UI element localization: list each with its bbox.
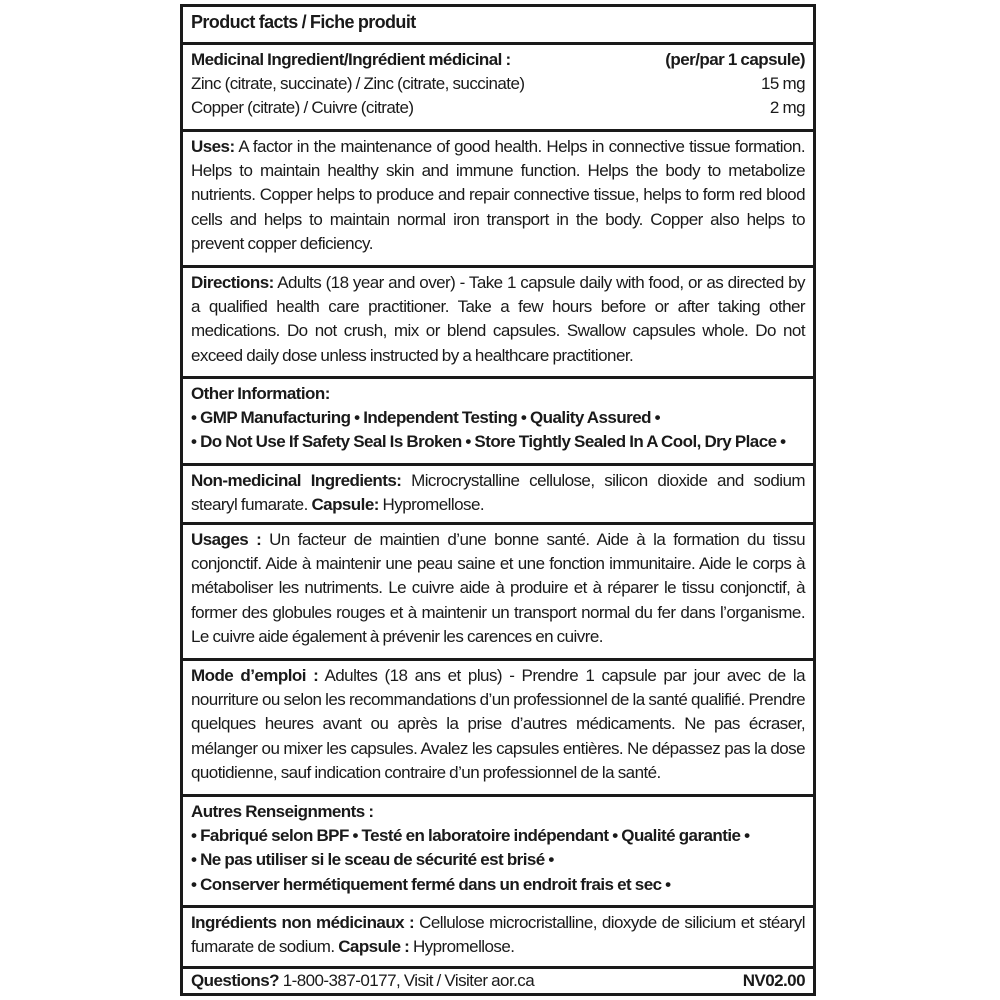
directions-label: Directions: — [191, 273, 274, 292]
non-medicinal-ingredients-section — [183, 463, 813, 522]
capsule-text: Hypromellose. — [378, 495, 485, 515]
ingredient-name: Copper (citrate) / Cuivre (citrate) — [191, 98, 414, 118]
other-information-line: • Do Not Use If Safety Seal Is Broken • Store Tightly Sealed In A Cool, Dry Place • — [191, 432, 786, 452]
mode-emploi-label: Mode d’emploi : — [191, 666, 319, 685]
usages-section — [183, 522, 813, 658]
directions-section — [183, 265, 813, 376]
other-information-label: Other Information: — [191, 384, 330, 403]
uses-label: Uses: — [191, 137, 235, 156]
contact-text: 1-800-387-0177, Visit / Visiter aor.ca — [279, 970, 535, 990]
panel-title: Product facts / Fiche produit — [191, 12, 416, 32]
mode-emploi-section — [183, 658, 813, 794]
questions-label: Questions? — [191, 970, 280, 990]
medicinal-ingredients-section — [183, 42, 813, 129]
product-code: NV02.00 — [742, 970, 805, 990]
other-information-line: • GMP Manufacturing • Independent Testing • Quality Assured • — [191, 408, 661, 428]
usages-text: Un facteur de maintien d’une bonne santé. Aide à la formation du tissu conjonctif. Aide à maintenir une peau saine et une fonction immunitaire. Aide le corps à métaboliser les nutriments. Le cuivre aide à produire et à réparer le tissu conjonctif, à former des globules rouges et à maintenir un transport normal du fer dans l’organisme. Le cuivre aide également à prévenir les carences en cuivre. — [191, 530, 805, 646]
other-information-section — [183, 376, 813, 463]
contact-info — [191, 969, 534, 993]
per-capsule-label: (per/par 1 capsule) — [665, 50, 805, 69]
non-medicinal-text: Microcrystalline cellulose, silicon dioxide and sodium stearyl fumarate. — [191, 471, 805, 515]
non-medicinal-label: Non-medicinal Ingredients: — [191, 471, 402, 490]
uses-section — [183, 129, 813, 265]
capsule-text-fr: Hypromellose. — [409, 937, 515, 957]
autres-renseignements-line: • Conserver hermétiquement fermé dans un endroit frais et sec • — [191, 874, 671, 894]
ingredient-row — [191, 72, 805, 96]
ingredient-name: Zinc (citrate, succinate) / Zinc (citrate, succinate) — [191, 74, 525, 94]
ingredient-amount: 15 mg — [761, 74, 805, 94]
autres-renseignements-line: • Ne pas utiliser si le sceau de sécurité est brisé • — [191, 850, 554, 870]
ingredients-heading-row — [191, 48, 805, 72]
ingredient-row — [191, 96, 805, 120]
capsule-label: Capsule: — [311, 495, 379, 515]
ingredient-amount: 2 mg — [769, 98, 805, 118]
mode-emploi-text: Adultes (18 ans et plus) - Prendre 1 capsule par jour avec de la nourriture ou selon les recommandations d’un professionnel de la santé qualifié. Prendre quelques heures avant ou après la prise d’autres médicaments. Ne pas écraser, mélanger ou mixer les capsules. Avalez les capsules entières. Ne dépassez pas la dose quotidienne, sauf indication contraire d’un professionnel de la santé. — [191, 666, 805, 782]
directions-text: Adults (18 year and over) - Take 1 capsule daily with food, or as directed by a qualified health care practitioner. Take a few hours before or after taking other medications. Do not crush, mix or blend capsules. Swallow capsules whole. Do not exceed daily dose unless instructed by a healthcare practitioner. — [191, 273, 805, 365]
autres-renseignements-label: Autres Renseignments : — [191, 802, 374, 821]
ingredients-non-medicinaux-text: Cellulose microcristalline, dioxyde de silicium et stéaryl fumarate de sodium. — [191, 913, 805, 957]
autres-renseignements-section — [183, 794, 813, 905]
ingredients-non-medicinaux-label: Ingrédients non médicinaux : — [191, 913, 415, 932]
autres-renseignements-line: • Fabriqué selon BPF • Testé en laboratoire indépendant • Qualité garantie • — [191, 826, 750, 846]
usages-label: Usages : — [191, 530, 262, 549]
footer-section — [183, 966, 813, 993]
capsule-label-fr: Capsule : — [338, 937, 410, 957]
header-section — [183, 7, 813, 42]
ingredients-heading: Medicinal Ingredient/Ingrédient médicinal : — [191, 50, 511, 69]
product-facts-panel — [180, 4, 816, 996]
ingredients-non-medicinaux-section — [183, 905, 813, 966]
uses-text: A factor in the maintenance of good health. Helps in connective tissue formation. Helps to maintain healthy skin and immune function. Helps the body to metabolize nutrients. Copper helps to produce and repair connective tissue, helps to form red blood cells and helps to maintain normal iron transport in the body. Copper also helps to prevent copper deficiency. — [191, 137, 805, 253]
